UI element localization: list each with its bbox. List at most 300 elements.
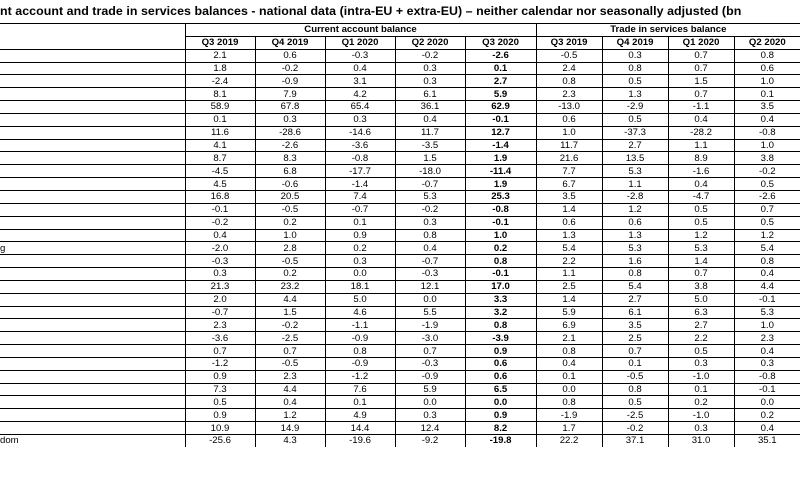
ca-value-cell: 14.4 <box>325 422 395 435</box>
ca-value-cell: -0.2 <box>255 62 325 75</box>
ts-value-cell: -1.9 <box>536 409 602 422</box>
ca-value-cell: 0.0 <box>395 396 465 409</box>
ca-period-header: Q4 2019 <box>255 36 325 49</box>
ts-value-cell: 0.5 <box>734 216 800 229</box>
table-row <box>0 88 800 101</box>
ca-value-cell: 0.7 <box>185 345 255 358</box>
ts-value-cell: 0.6 <box>536 113 602 126</box>
ca-value-cell: -0.9 <box>255 75 325 88</box>
ts-period-header: Q4 2019 <box>602 36 668 49</box>
ca-value-cell: 58.9 <box>185 101 255 114</box>
ca-value-cell: 0.2 <box>325 242 395 255</box>
ts-value-cell: 1.1 <box>602 178 668 191</box>
ca-value-cell: 3.1 <box>325 75 395 88</box>
ca-value-cell: -0.8 <box>465 203 536 216</box>
ca-value-cell: -0.3 <box>185 255 255 268</box>
ts-value-cell: 5.4 <box>602 280 668 293</box>
row-label <box>0 113 185 126</box>
ca-value-cell: 23.2 <box>255 280 325 293</box>
ts-value-cell: 0.4 <box>734 113 800 126</box>
ca-value-cell: -17.7 <box>325 165 395 178</box>
row-label <box>0 203 185 216</box>
ts-value-cell: 0.2 <box>668 396 734 409</box>
table-row <box>0 255 800 268</box>
ts-value-cell: 0.4 <box>734 345 800 358</box>
ts-value-cell: 0.7 <box>668 88 734 101</box>
ca-value-cell: 11.7 <box>395 126 465 139</box>
ca-value-cell: -2.6 <box>465 49 536 62</box>
trade-services-header: Trade in services balance <box>536 24 800 37</box>
ts-value-cell: 5.4 <box>734 242 800 255</box>
ts-value-cell: 0.1 <box>668 383 734 396</box>
ts-value-cell: 31.0 <box>668 435 734 447</box>
ca-value-cell: 0.6 <box>465 370 536 383</box>
ts-value-cell: 3.5 <box>734 101 800 114</box>
ca-value-cell: -2.5 <box>255 332 325 345</box>
ca-value-cell: 0.8 <box>395 229 465 242</box>
ts-value-cell: 0.7 <box>668 268 734 281</box>
ts-value-cell: 0.7 <box>602 345 668 358</box>
row-label <box>0 88 185 101</box>
ca-value-cell: 0.0 <box>465 396 536 409</box>
ca-value-cell: -19.6 <box>325 435 395 447</box>
ts-value-cell: 2.3 <box>734 332 800 345</box>
ca-value-cell: -0.9 <box>325 332 395 345</box>
row-label <box>0 293 185 306</box>
header-label-cell <box>0 24 185 37</box>
ca-value-cell: -0.3 <box>395 268 465 281</box>
ts-value-cell: 5.3 <box>734 306 800 319</box>
ts-value-cell: 0.6 <box>536 216 602 229</box>
table-row <box>0 409 800 422</box>
ca-value-cell: 6.1 <box>395 88 465 101</box>
ca-value-cell: 0.3 <box>185 268 255 281</box>
ca-period-header: Q3 2020 <box>465 36 536 49</box>
ts-value-cell: 0.7 <box>668 62 734 75</box>
ca-value-cell: -28.6 <box>255 126 325 139</box>
table-row <box>0 422 800 435</box>
ts-value-cell: 0.8 <box>602 268 668 281</box>
ca-value-cell: -0.9 <box>395 370 465 383</box>
ts-value-cell: 0.8 <box>536 345 602 358</box>
table-row <box>0 242 800 255</box>
table-row <box>0 229 800 242</box>
ca-value-cell: 5.5 <box>395 306 465 319</box>
ts-value-cell: 7.7 <box>536 165 602 178</box>
ca-value-cell: 11.6 <box>185 126 255 139</box>
ca-value-cell: 0.1 <box>325 216 395 229</box>
ts-value-cell: 0.7 <box>734 203 800 216</box>
ts-value-cell: 2.4 <box>536 62 602 75</box>
ca-value-cell: 0.9 <box>465 409 536 422</box>
row-label <box>0 75 185 88</box>
ca-value-cell: 0.7 <box>255 345 325 358</box>
ca-value-cell: -1.9 <box>395 319 465 332</box>
ca-value-cell: 12.4 <box>395 422 465 435</box>
table-row <box>0 306 800 319</box>
ca-value-cell: 0.4 <box>395 113 465 126</box>
ts-value-cell: 1.2 <box>668 229 734 242</box>
ts-value-cell: 0.4 <box>668 113 734 126</box>
ca-value-cell: 8.7 <box>185 152 255 165</box>
ca-value-cell: -1.4 <box>325 178 395 191</box>
ca-value-cell: -0.5 <box>255 255 325 268</box>
ts-value-cell: 0.8 <box>734 49 800 62</box>
row-label <box>0 319 185 332</box>
table-row <box>0 435 800 447</box>
ca-value-cell: 8.1 <box>185 88 255 101</box>
ca-value-cell: 0.9 <box>185 409 255 422</box>
ts-value-cell: 2.1 <box>536 332 602 345</box>
ca-value-cell: 67.8 <box>255 101 325 114</box>
ts-value-cell: -2.9 <box>602 101 668 114</box>
ca-value-cell: -0.3 <box>395 357 465 370</box>
ca-value-cell: 0.9 <box>465 345 536 358</box>
ca-value-cell: 16.8 <box>185 190 255 203</box>
ts-value-cell: 22.2 <box>536 435 602 447</box>
ca-value-cell: 0.0 <box>395 293 465 306</box>
ts-value-cell: 0.8 <box>536 75 602 88</box>
ts-value-cell: -0.1 <box>734 383 800 396</box>
ca-period-header: Q2 2020 <box>395 36 465 49</box>
ts-value-cell: -0.2 <box>734 165 800 178</box>
ca-value-cell: 1.0 <box>255 229 325 242</box>
ts-value-cell: 4.4 <box>734 280 800 293</box>
ts-period-header: Q1 2020 <box>668 36 734 49</box>
table-row <box>0 280 800 293</box>
ts-value-cell: 0.5 <box>668 203 734 216</box>
row-label <box>0 229 185 242</box>
ts-value-cell: 35.1 <box>734 435 800 447</box>
ts-value-cell: 0.8 <box>536 396 602 409</box>
ca-value-cell: 4.4 <box>255 383 325 396</box>
ca-value-cell: 7.3 <box>185 383 255 396</box>
ts-value-cell: 2.2 <box>536 255 602 268</box>
ts-value-cell: -1.0 <box>668 409 734 422</box>
ts-value-cell: -2.8 <box>602 190 668 203</box>
ts-value-cell: 1.0 <box>536 126 602 139</box>
row-label <box>0 280 185 293</box>
row-label <box>0 409 185 422</box>
row-label <box>0 216 185 229</box>
ca-value-cell: 0.3 <box>325 113 395 126</box>
ts-value-cell: 6.9 <box>536 319 602 332</box>
row-label <box>0 152 185 165</box>
ca-value-cell: 0.3 <box>395 62 465 75</box>
ca-value-cell: 7.9 <box>255 88 325 101</box>
ca-value-cell: 0.6 <box>255 49 325 62</box>
ts-value-cell: -2.6 <box>734 190 800 203</box>
ca-value-cell: -3.5 <box>395 139 465 152</box>
ca-value-cell: 0.4 <box>255 396 325 409</box>
ca-value-cell: 3.2 <box>465 306 536 319</box>
row-label <box>0 383 185 396</box>
table-body <box>0 49 800 447</box>
ca-value-cell: 2.8 <box>255 242 325 255</box>
ca-value-cell: 8.2 <box>465 422 536 435</box>
ts-value-cell: 6.3 <box>668 306 734 319</box>
ca-value-cell: 0.3 <box>255 113 325 126</box>
row-label <box>0 255 185 268</box>
ca-value-cell: -1.4 <box>465 139 536 152</box>
row-label <box>0 101 185 114</box>
ts-value-cell: 0.1 <box>536 370 602 383</box>
ca-value-cell: -19.8 <box>465 435 536 447</box>
table-row <box>0 139 800 152</box>
ca-value-cell: 0.3 <box>395 75 465 88</box>
table-row <box>0 75 800 88</box>
ca-value-cell: -2.6 <box>255 139 325 152</box>
ca-value-cell: -0.5 <box>255 203 325 216</box>
ca-value-cell: -18.0 <box>395 165 465 178</box>
table-row <box>0 293 800 306</box>
ts-value-cell: 0.4 <box>536 357 602 370</box>
ca-value-cell: -3.0 <box>395 332 465 345</box>
ts-value-cell: 0.8 <box>602 62 668 75</box>
row-label: g <box>0 242 185 255</box>
ca-value-cell: -9.2 <box>395 435 465 447</box>
ts-value-cell: 2.7 <box>602 293 668 306</box>
row-label <box>0 345 185 358</box>
ts-value-cell: -0.8 <box>734 370 800 383</box>
ca-value-cell: 4.5 <box>185 178 255 191</box>
ca-value-cell: 62.9 <box>465 101 536 114</box>
ca-value-cell: 2.1 <box>185 49 255 62</box>
ts-value-cell: 0.5 <box>734 178 800 191</box>
ca-period-header: Q1 2020 <box>325 36 395 49</box>
ca-value-cell: 4.6 <box>325 306 395 319</box>
ts-value-cell: -28.2 <box>668 126 734 139</box>
ca-value-cell: 0.4 <box>325 62 395 75</box>
ts-value-cell: 1.7 <box>536 422 602 435</box>
ca-value-cell: 6.5 <box>465 383 536 396</box>
ca-value-cell: -0.1 <box>185 203 255 216</box>
ca-value-cell: -0.1 <box>465 268 536 281</box>
ca-value-cell: 12.7 <box>465 126 536 139</box>
ca-value-cell: 18.1 <box>325 280 395 293</box>
ts-value-cell: 3.5 <box>602 319 668 332</box>
ts-value-cell: 3.8 <box>734 152 800 165</box>
ts-value-cell: 3.8 <box>668 280 734 293</box>
row-label <box>0 190 185 203</box>
ts-value-cell: 21.6 <box>536 152 602 165</box>
ca-value-cell: 2.3 <box>255 370 325 383</box>
ca-value-cell: 0.9 <box>325 229 395 242</box>
ts-value-cell: 11.7 <box>536 139 602 152</box>
ts-value-cell: 0.4 <box>734 268 800 281</box>
ca-value-cell: 0.9 <box>185 370 255 383</box>
ca-value-cell: -1.1 <box>325 319 395 332</box>
table-row <box>0 126 800 139</box>
ts-value-cell: 0.0 <box>536 383 602 396</box>
ts-value-cell: -13.0 <box>536 101 602 114</box>
ca-value-cell: 17.0 <box>465 280 536 293</box>
ts-value-cell: 2.7 <box>602 139 668 152</box>
ts-value-cell: 0.1 <box>602 357 668 370</box>
ca-value-cell: 0.7 <box>395 345 465 358</box>
balances-table <box>0 23 800 447</box>
row-label <box>0 306 185 319</box>
ts-value-cell: 1.1 <box>536 268 602 281</box>
ca-value-cell: 0.0 <box>325 268 395 281</box>
ca-value-cell: 5.3 <box>395 190 465 203</box>
ts-value-cell: 2.3 <box>536 88 602 101</box>
ts-value-cell: -37.3 <box>602 126 668 139</box>
ca-value-cell: -0.7 <box>325 203 395 216</box>
table-row <box>0 203 800 216</box>
ts-value-cell: 1.3 <box>602 229 668 242</box>
ca-value-cell: -0.6 <box>255 178 325 191</box>
ca-value-cell: 1.5 <box>255 306 325 319</box>
ts-value-cell: -1.0 <box>668 370 734 383</box>
ca-value-cell: 2.0 <box>185 293 255 306</box>
ca-value-cell: 0.3 <box>395 216 465 229</box>
ca-value-cell: 0.4 <box>185 229 255 242</box>
ca-value-cell: 4.3 <box>255 435 325 447</box>
ts-value-cell: 0.8 <box>734 255 800 268</box>
ca-value-cell: 2.3 <box>185 319 255 332</box>
ts-value-cell: 0.3 <box>668 357 734 370</box>
ts-value-cell: 0.2 <box>734 409 800 422</box>
table-row <box>0 49 800 62</box>
ca-value-cell: 0.8 <box>465 255 536 268</box>
ca-value-cell: 0.2 <box>465 242 536 255</box>
ts-value-cell: -1.6 <box>668 165 734 178</box>
row-label <box>0 422 185 435</box>
ts-value-cell: 1.0 <box>734 319 800 332</box>
ca-value-cell: 14.9 <box>255 422 325 435</box>
ts-value-cell: 0.5 <box>602 113 668 126</box>
ts-value-cell: 0.6 <box>602 216 668 229</box>
table-row <box>0 396 800 409</box>
table-row <box>0 383 800 396</box>
table-row <box>0 165 800 178</box>
ca-value-cell: 20.5 <box>255 190 325 203</box>
ca-value-cell: 0.3 <box>325 255 395 268</box>
ts-value-cell: 0.5 <box>668 345 734 358</box>
row-label <box>0 370 185 383</box>
ts-value-cell: 13.5 <box>602 152 668 165</box>
ts-value-cell: 1.5 <box>668 75 734 88</box>
table-row <box>0 216 800 229</box>
row-label <box>0 49 185 62</box>
ca-value-cell: 0.3 <box>395 409 465 422</box>
ts-value-cell: 1.0 <box>734 139 800 152</box>
ca-value-cell: 8.3 <box>255 152 325 165</box>
ts-value-cell: 1.4 <box>536 203 602 216</box>
ca-value-cell: 10.9 <box>185 422 255 435</box>
period-header-row <box>0 36 800 49</box>
table-row <box>0 178 800 191</box>
ca-value-cell: -25.6 <box>185 435 255 447</box>
ca-value-cell: -0.7 <box>185 306 255 319</box>
ts-value-cell: 1.4 <box>536 293 602 306</box>
table-row <box>0 345 800 358</box>
row-label <box>0 268 185 281</box>
ts-value-cell: 1.2 <box>602 203 668 216</box>
ca-value-cell: -0.8 <box>325 152 395 165</box>
ca-value-cell: 1.9 <box>465 178 536 191</box>
ca-value-cell: -0.7 <box>395 178 465 191</box>
ts-value-cell: 0.4 <box>668 178 734 191</box>
header-label-cell <box>0 36 185 49</box>
ts-value-cell: 1.3 <box>536 229 602 242</box>
ts-value-cell: 5.3 <box>602 165 668 178</box>
table-row <box>0 101 800 114</box>
table-row <box>0 319 800 332</box>
ca-value-cell: -0.1 <box>465 113 536 126</box>
ts-value-cell: -0.8 <box>734 126 800 139</box>
ts-value-cell: -0.1 <box>734 293 800 306</box>
ts-value-cell: 37.1 <box>602 435 668 447</box>
ca-value-cell: 5.9 <box>395 383 465 396</box>
ca-value-cell: -3.9 <box>465 332 536 345</box>
table-row <box>0 190 800 203</box>
ts-value-cell: 3.5 <box>536 190 602 203</box>
ca-value-cell: 4.1 <box>185 139 255 152</box>
ts-value-cell: -4.7 <box>668 190 734 203</box>
table-row <box>0 332 800 345</box>
ts-value-cell: 2.2 <box>668 332 734 345</box>
ca-value-cell: 0.1 <box>465 62 536 75</box>
table-row <box>0 370 800 383</box>
ca-value-cell: 1.8 <box>185 62 255 75</box>
table-row <box>0 268 800 281</box>
table-row <box>0 152 800 165</box>
ts-value-cell: 6.7 <box>536 178 602 191</box>
ca-value-cell: -0.1 <box>465 216 536 229</box>
ts-value-cell: 5.0 <box>668 293 734 306</box>
ts-value-cell: 1.0 <box>734 75 800 88</box>
ca-value-cell: 5.9 <box>465 88 536 101</box>
ca-value-cell: -0.9 <box>325 357 395 370</box>
ts-value-cell: 8.9 <box>668 152 734 165</box>
row-label: dom <box>0 435 185 447</box>
ts-value-cell: 1.3 <box>602 88 668 101</box>
ca-value-cell: 0.2 <box>255 268 325 281</box>
ca-value-cell: 1.0 <box>465 229 536 242</box>
ca-value-cell: -1.2 <box>185 357 255 370</box>
ts-value-cell: 0.0 <box>734 396 800 409</box>
ca-value-cell: -2.0 <box>185 242 255 255</box>
ca-value-cell: -0.2 <box>185 216 255 229</box>
ts-value-cell: 1.6 <box>602 255 668 268</box>
ts-value-cell: 0.8 <box>602 383 668 396</box>
ca-value-cell: -2.4 <box>185 75 255 88</box>
ts-value-cell: 0.1 <box>734 88 800 101</box>
ca-value-cell: -0.5 <box>255 357 325 370</box>
ts-value-cell: 0.5 <box>668 216 734 229</box>
row-label <box>0 332 185 345</box>
ts-period-header: Q2 2020 <box>734 36 800 49</box>
table-row <box>0 62 800 75</box>
table-row <box>0 357 800 370</box>
ca-value-cell: 4.2 <box>325 88 395 101</box>
ca-value-cell: 1.2 <box>255 409 325 422</box>
ca-value-cell: 2.7 <box>465 75 536 88</box>
ca-value-cell: 4.9 <box>325 409 395 422</box>
ca-value-cell: 0.1 <box>185 113 255 126</box>
ca-value-cell: 0.4 <box>395 242 465 255</box>
row-label <box>0 357 185 370</box>
ca-value-cell: 0.6 <box>465 357 536 370</box>
ca-value-cell: 12.1 <box>395 280 465 293</box>
ts-value-cell: 0.6 <box>734 62 800 75</box>
group-header-row <box>0 24 800 37</box>
ca-value-cell: 0.8 <box>325 345 395 358</box>
ts-value-cell: -0.5 <box>602 370 668 383</box>
ca-value-cell: 0.1 <box>325 396 395 409</box>
